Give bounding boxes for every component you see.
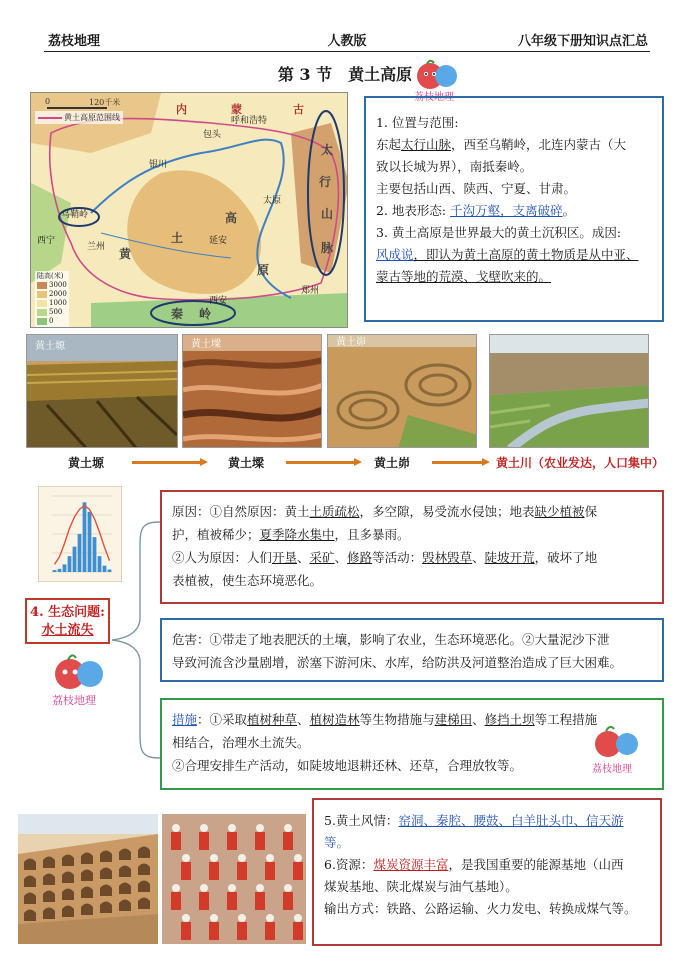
header-left: 荔枝地理 (48, 34, 101, 49)
ecology-label-line1: 4. 生态问题: (30, 605, 105, 620)
ecology-label-line2: 水土流失 (41, 623, 94, 638)
arrow-1 (132, 458, 208, 466)
map-label-nei: 内 (176, 103, 187, 116)
caption-loess-hill: 黄土峁 (374, 456, 411, 470)
photo-cave-dwellings (18, 814, 158, 944)
harm-line-1: 危害：①带走了地表肥沃的土壤，影响了农业，生态环境恶化。②大量泥沙下泄 (172, 632, 610, 647)
elevation-legend-item: 500 (37, 308, 67, 317)
ecology-problem-label (25, 598, 110, 644)
scale-label: 120千米 (89, 98, 121, 107)
photo-waist-drum-dance (162, 814, 306, 944)
lychee-mascot-icon (50, 652, 112, 708)
svg-text:荔枝地理: 荔枝地理 (592, 764, 632, 775)
arrow-2 (286, 458, 362, 466)
info-line-5: 2. 地表形态: 千沟万壑，支离破碎。 (376, 203, 576, 218)
caption-loess-ridge: 黄土墚 (228, 456, 265, 470)
map-label-huang: 黄 (119, 247, 132, 261)
precipitation-bar (58, 569, 62, 572)
measures-line-2: 相结合，治理水土流失。 (172, 735, 310, 750)
precipitation-bar (103, 566, 107, 572)
logo-text: 荔枝地理 (414, 92, 454, 102)
caption-loess-river-valley: 黄土川（农业发达，人口集中） (496, 456, 665, 470)
precipitation-bar (73, 547, 77, 572)
info-line-3: 致以长城为界），南抵秦岭。 (376, 159, 533, 174)
map-label-xian: 西安 (209, 296, 228, 306)
culture-line-2: 等。 (324, 835, 350, 850)
map-label-yuan: 原 (257, 263, 270, 277)
map-label-wushaoling: 乌鞘岭 (61, 210, 89, 220)
page-header (44, 26, 650, 52)
map-label-yinchuan: 银川 (149, 160, 168, 170)
cause-line-1: 原因：①自然原因：黄土土质疏松，多空隙，易受流水侵蚀；地表缺少植被保 (172, 504, 598, 519)
precipitation-bar (78, 534, 82, 572)
info-line-2: 东起太行山脉，西至乌鞘岭，北连内蒙古（大 (376, 137, 627, 152)
elevation-legend-item: 3000 (37, 281, 67, 290)
precipitation-bar (63, 564, 67, 572)
photo-tag-3: 黄土峁 (336, 337, 366, 348)
map-label-yanan: 延安 (209, 236, 228, 246)
precipitation-bar (53, 570, 57, 572)
info-line-7: 风成说，即认为黄土高原的黄土物质是从中亚、 (376, 247, 639, 262)
info-line-8: 蒙古等地的荒漠、戈壁吹来的。 (376, 269, 552, 284)
info-line-6: 3. 黄土高原是世界最大的黄土沉积区。成因: (376, 225, 622, 240)
precipitation-bar (88, 512, 92, 572)
photo-loess-river-valley (489, 334, 649, 448)
map-legend: 黄土高原范围线 (35, 111, 123, 124)
lychee-mascot-small-icon (590, 724, 648, 776)
harm-line-2: 导致河流含沙量剧增，淤塞下游河床、水库，给防洪及河道整治造成了巨大困难。 (172, 655, 623, 670)
harm-box (160, 618, 664, 682)
elevation-legend: 陆高(米) 3000 2000 1000 500 0 (37, 272, 67, 325)
map-label-gu: 古 (293, 103, 304, 116)
culture-line-5: 输出方式：铁路、公路运输、火力发电、转换成煤气等。 (324, 901, 637, 916)
cause-line-3: ②人为原因：人们开垦、采矿、修路等活动：毁林毁草、陡坡开荒，破坏了地 (172, 550, 598, 565)
precipitation-bar (98, 556, 102, 572)
cause-box (160, 490, 664, 604)
map-label-xining: 西宁 (37, 236, 56, 246)
photo-tag-1: 黄土塬 (35, 341, 65, 352)
map-label-qin: 秦 (171, 307, 184, 321)
map-label-baotou: 包头 (203, 130, 222, 140)
info-line-4: 主要包括山西、陕西、宁夏、甘肃。 (376, 181, 577, 196)
photo-loess-ridge (182, 334, 322, 448)
measures-line-1: 措施：①采取植树种草、植树造林等生物措施与建梯田、修挡土坝等工程措施 (172, 712, 598, 727)
info-line-1: 1. 位置与范围: (376, 115, 459, 130)
photo-loess-tableland (26, 334, 178, 448)
precipitation-bar (68, 556, 72, 572)
precipitation-bar (83, 502, 87, 572)
mascot-text: 荔枝地理 (52, 694, 96, 707)
cause-line-2: 护，植被稀少；夏季降水集中，且多暴雨。 (172, 527, 410, 542)
map-label-gao: 高 (225, 211, 238, 225)
cause-line-4: 表植被，使生态环境恶化。 (172, 573, 323, 588)
map-label-tu: 土 (171, 231, 184, 245)
arrow-3 (432, 458, 490, 466)
map-label-tai: 太 (321, 143, 334, 157)
elevation-legend-item: 0 (37, 317, 67, 326)
map-label-hang: 行 (319, 175, 332, 189)
map-label-mai: 脉 (321, 241, 334, 255)
precipitation-bar (93, 537, 97, 572)
elevation-legend-item: 2000 (37, 290, 67, 299)
culture-line-4: 煤炭基地、陕北煤炭与油气基地）。 (324, 879, 518, 894)
header-right: 八年级下册知识点汇总 (517, 34, 648, 49)
loess-plateau-map (30, 92, 348, 328)
map-label-taiyuan: 太原 (263, 196, 282, 206)
elevation-legend-item: 1000 (37, 299, 67, 308)
header-center: 人教版 (327, 34, 367, 49)
measures-line-3: ②合理安排生产活动，如陡坡地退耕还林、还草，合理放牧等。 (172, 758, 523, 773)
measures-box (160, 698, 664, 790)
brace-connector (110, 520, 162, 760)
map-label-lanzhou: 兰州 (87, 242, 106, 252)
section-title: 第 3 节 黄土高原 (277, 65, 413, 84)
map-label-ling: 岭 (199, 307, 212, 321)
caption-loess-tableland: 黄土塬 (68, 456, 105, 470)
scale-zero: 0 (45, 97, 51, 106)
map-label-huhehaote: 呼和浩特 (231, 116, 268, 126)
map-label-meng: 蒙 (231, 103, 242, 116)
culture-line-1: 5.黄土风情：窑洞、秦腔、腰鼓、白羊肚头巾、信天游 (324, 813, 624, 828)
map-label-shan: 山 (321, 207, 334, 221)
photo-loess-hill (327, 334, 477, 448)
map-label-zhengzhou: 郑州 (301, 286, 320, 296)
location-info-box (364, 96, 664, 322)
culture-line-3: 6.资源：煤炭资源丰富，是我国重要的能源基地（山西 (324, 857, 624, 872)
culture-resources-box (312, 798, 662, 946)
photo-tag-2: 黄土墚 (191, 339, 221, 350)
